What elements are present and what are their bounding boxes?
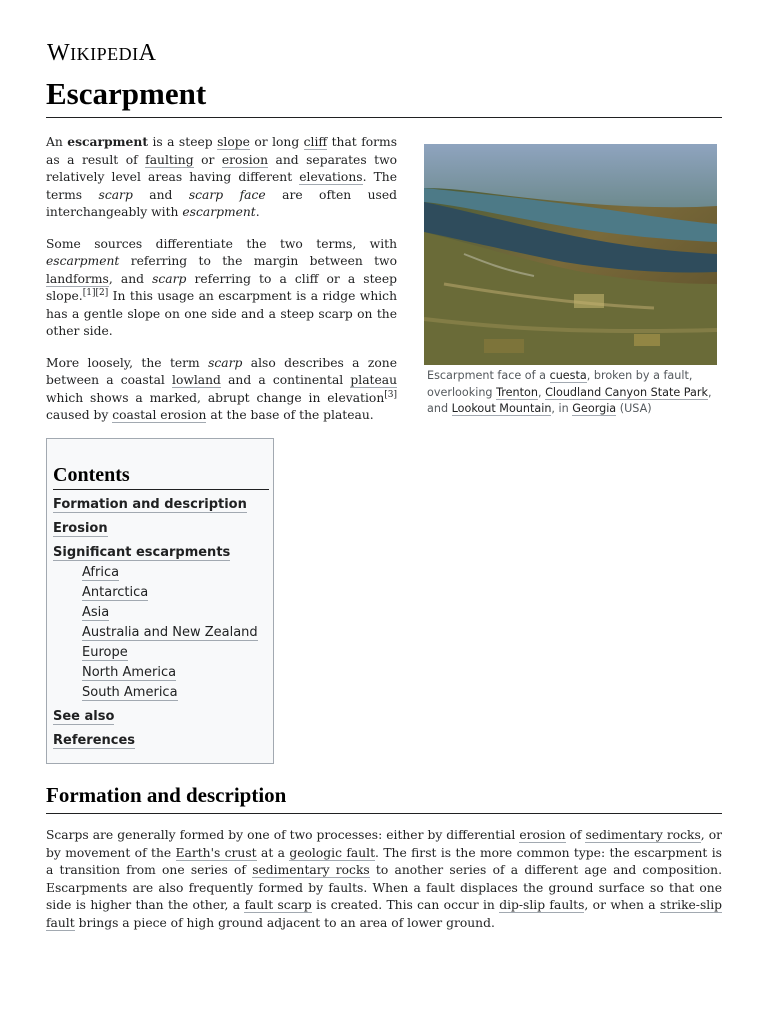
inline-link[interactable]: cuesta: [549, 369, 587, 382]
section-heading-formation: Formation and description: [46, 780, 722, 814]
italic-term: escarpment: [182, 205, 256, 219]
inline-link[interactable]: fault scarp: [244, 898, 312, 912]
toc-link-south-america[interactable]: South America: [82, 685, 178, 700]
inline-link[interactable]: Cloudland Canyon State Park: [545, 385, 708, 399]
inline-link[interactable]: plateau: [350, 373, 397, 387]
logo-last: A: [138, 40, 157, 66]
italic-term: escarpment: [46, 254, 120, 268]
bold-term: escarpment: [67, 134, 148, 149]
inline-link[interactable]: elevations: [299, 170, 363, 184]
inline-link[interactable]: Trenton: [496, 385, 538, 399]
toc-link-europe[interactable]: Europe: [82, 645, 128, 660]
toc-link-formation[interactable]: Formation and description: [53, 497, 247, 512]
inline-link[interactable]: Lookout Mountain: [451, 402, 552, 415]
italic-term: scarp: [98, 187, 133, 202]
toc-link-antarctica[interactable]: Antarctica: [82, 585, 149, 600]
intro-paragraph-2: Some sources differentiate the two terms, with escarpment referring to the margin between two landforms, and scarp referring to a cliff or a steep slope.[1][2] In this usage an escarpment is a ridge which has a gentle slope on one side and a steep scarp on the other side.: [46, 236, 397, 338]
italic-term: scarp: [208, 355, 243, 370]
toc-link-references[interactable]: References: [53, 733, 136, 748]
toc-link-erosion[interactable]: Erosion: [53, 521, 108, 536]
logo-first: W: [47, 40, 71, 66]
inline-link[interactable]: coastal erosion: [112, 408, 207, 422]
intro-paragraph-3: More loosely, the term scarp also describes a zone between a coastal lowland and a continental plateau which shows a marked, abrupt change in elevation[3] caused by coastal erosion at the base of the plateau.: [46, 355, 397, 422]
inline-link[interactable]: dip-slip faults: [499, 898, 585, 912]
thumbnail-caption: Escarpment face of a cuesta, broken by a fault, overlooking Trenton, Cloudland Canyon State Park, and Lookout Mountain, in Georgia (USA): [427, 369, 712, 415]
italic-term: scarp face: [188, 187, 266, 202]
toc-link-australia-nz[interactable]: Australia and New Zealand: [82, 625, 258, 640]
reference-superscript[interactable]: [3]: [384, 389, 397, 400]
inline-link[interactable]: strike-slip fault: [46, 898, 722, 930]
inline-link[interactable]: lowland: [172, 373, 221, 387]
inline-link[interactable]: erosion: [519, 828, 566, 842]
inline-link[interactable]: slope: [217, 135, 250, 149]
formation-paragraph-1: Scarps are generally formed by one of two processes: either by differential erosion of sedimentary rocks, or by movement of the Earth's crust at a geologic fault. The first is the more common type: the escarpment is a transition from one series of sedimentary rocks to another series of a different age and composition. Escarpments are also frequently formed by faults. When a fault displaces the ground surface so that one side is higher than the other, a fault scarp is created. This can occur in dip-slip faults, or when a strike-slip fault brings a piece of high ground adjacent to an area of lower ground.: [46, 828, 722, 930]
escarpment-photo[interactable]: [424, 144, 717, 365]
toc-link-asia[interactable]: Asia: [82, 605, 110, 620]
wikipedia-logo[interactable]: [47, 40, 157, 67]
intro-paragraph-1: An escarpment is a steep slope or long cliff that forms as a result of faulting or erosion and separates two relatively level areas having different elevations. The terms scarp and scarp face are often used interchangeably with escarpment.: [46, 134, 398, 219]
reference-superscript[interactable]: [1][2]: [82, 287, 109, 298]
inline-link[interactable]: geologic fault: [289, 845, 376, 860]
inline-link[interactable]: landforms: [46, 271, 109, 286]
page-title: Escarpment: [46, 74, 722, 118]
inline-link[interactable]: sedimentary rocks: [252, 863, 370, 877]
table-of-contents: [46, 438, 274, 764]
inline-link[interactable]: Georgia: [572, 402, 617, 415]
inline-link[interactable]: sedimentary rocks: [585, 828, 701, 842]
thumbnail-figure: [424, 144, 717, 418]
intro-text: [46, 133, 397, 425]
formation-section-text: [46, 827, 722, 932]
logo-mid: IKIPEDI: [70, 44, 139, 64]
italic-term: scarp: [152, 271, 187, 286]
inline-link[interactable]: Earth's crust: [175, 845, 257, 860]
toc-link-north-america[interactable]: North America: [82, 665, 177, 680]
toc-link-see-also[interactable]: See also: [53, 709, 115, 724]
inline-link[interactable]: erosion: [221, 152, 268, 167]
toc-link-africa[interactable]: Africa: [82, 565, 120, 580]
toc-title: Contents: [53, 464, 269, 490]
toc-link-significant-escarpments[interactable]: Significant escarpments: [53, 545, 231, 560]
inline-link[interactable]: faulting: [145, 152, 194, 167]
inline-link[interactable]: cliff: [303, 135, 328, 149]
